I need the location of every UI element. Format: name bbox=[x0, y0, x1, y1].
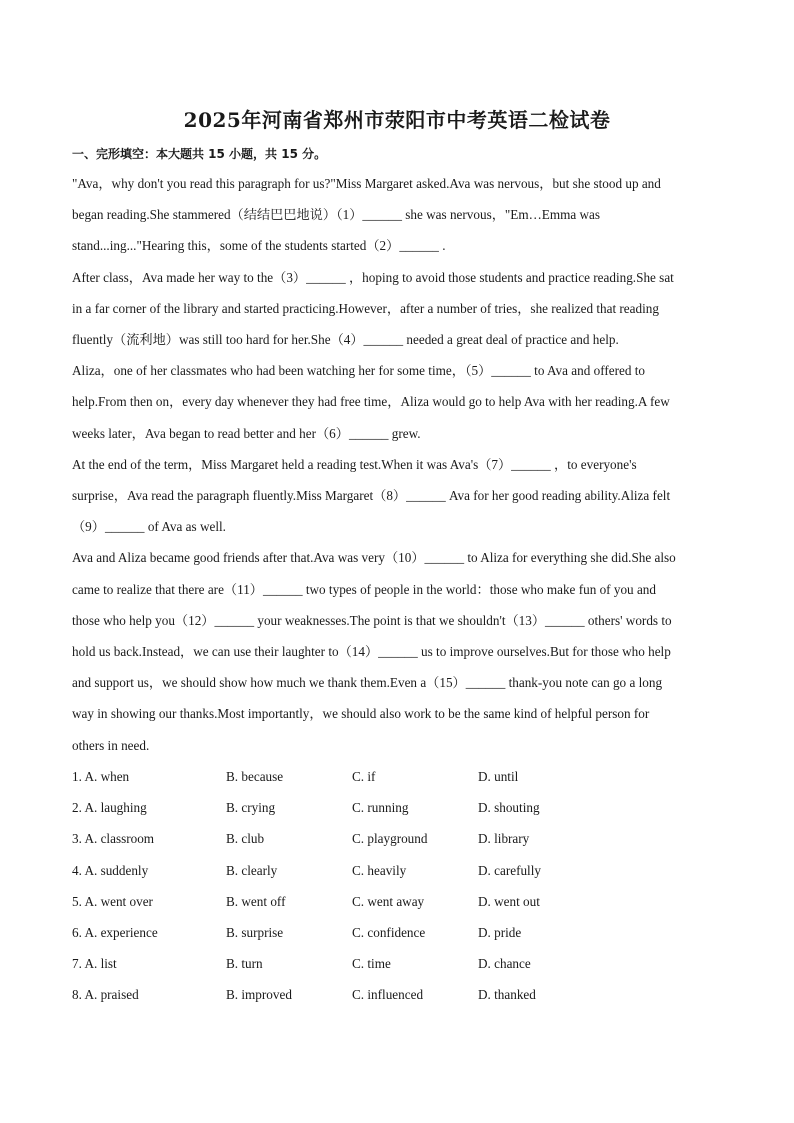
option-b: B. club bbox=[226, 831, 265, 847]
option-d: D. thanked bbox=[478, 987, 536, 1003]
option-d: D. carefully bbox=[478, 862, 541, 878]
option-d: D. until bbox=[478, 769, 519, 784]
option-a: 4. A. suddenly bbox=[72, 862, 149, 878]
option-d: D. pride bbox=[478, 924, 522, 940]
option-a: 1. A. when bbox=[72, 769, 130, 784]
passage-line: After class，Ava made her way to the（3）______ ，hoping to avoid those students and practice reading.She sat bbox=[72, 269, 674, 285]
option-b: B. went off bbox=[226, 893, 286, 909]
option-b: B. clearly bbox=[226, 862, 278, 878]
option-c: C. running bbox=[352, 800, 409, 816]
question-row bbox=[72, 917, 722, 948]
question-row bbox=[72, 855, 722, 886]
passage-line: stand...ing..."Hearing this，some of the students started（2）______ . bbox=[72, 238, 446, 254]
option-a: 5. A. went over bbox=[72, 893, 153, 909]
option-c: C. went away bbox=[352, 893, 425, 909]
question-row bbox=[72, 761, 722, 792]
option-c: C. confidence bbox=[352, 924, 426, 940]
option-b: B. surprise bbox=[226, 924, 284, 940]
option-a: 2. A. laughing bbox=[72, 800, 147, 816]
option-d: D. library bbox=[478, 831, 530, 847]
question-row bbox=[72, 948, 722, 979]
passage-line: came to realize that there are（11）______ two types of people in the world：those who make fun of you and bbox=[72, 581, 656, 597]
cloze-passage bbox=[72, 168, 722, 761]
question-row bbox=[72, 823, 722, 854]
option-b: B. improved bbox=[226, 987, 292, 1003]
option-d: D. shouting bbox=[478, 800, 540, 816]
question-row bbox=[72, 979, 722, 1010]
option-b: B. crying bbox=[226, 800, 276, 816]
option-b: B. turn bbox=[226, 956, 263, 972]
passage-line: weeks later，Ava began to read better and her（6）______ grew. bbox=[72, 425, 421, 441]
passage-line: （9）______ of Ava as well. bbox=[72, 519, 226, 535]
section-header: 一、完形填空：本大题共 15 小题，共 15 分。 bbox=[72, 147, 327, 161]
passage-line: those who help you（12）______ your weaknesses.The point is that we shouldn't（13）______ others' words to bbox=[72, 612, 672, 628]
option-d: D. chance bbox=[478, 956, 531, 972]
passage-line: help.From then on，every day whenever they had free time，Aliza would go to help Ava with her reading.A few bbox=[72, 394, 670, 410]
option-d: D. went out bbox=[478, 893, 540, 909]
passage-line: At the end of the term，Miss Margaret held a reading test.When it was Ava's（7）______ ，to everyone's bbox=[72, 456, 637, 472]
passage-line: in a far corner of the library and started practicing.However，after a number of tries，she realized that reading bbox=[72, 300, 659, 316]
page-title: 2025年河南省郑州市荥阳市中考英语二检试卷 bbox=[183, 108, 611, 132]
passage-line: fluently（流利地）was still too hard for her.She（4）______ needed a great deal of practice and help. bbox=[72, 332, 619, 348]
option-c: C. if bbox=[352, 769, 376, 784]
option-a: 3. A. classroom bbox=[72, 831, 155, 847]
option-c: C. heavily bbox=[352, 862, 407, 878]
option-a: 8. A. praised bbox=[72, 987, 139, 1003]
option-c: C. influenced bbox=[352, 987, 424, 1003]
option-a: 7. A. list bbox=[72, 956, 117, 972]
passage-line: surprise，Ava read the paragraph fluently.Miss Margaret（8）______ Ava for her good reading ability.Aliza felt bbox=[72, 488, 671, 504]
passage-line: Ava and Aliza became good friends after that.Ava was very（10）______ to Aliza for everything she did.She also bbox=[72, 550, 676, 566]
passage-line: way in showing our thanks.Most importantly，we should also work to be the same kind of helpful person for bbox=[72, 706, 650, 722]
question-row bbox=[72, 886, 722, 917]
passage-line: began reading.She stammered（结结巴巴地说）（1）______ she was nervous，"Em…Emma was bbox=[72, 207, 601, 223]
option-c: C. playground bbox=[352, 831, 428, 847]
passage-line: Aliza，one of her classmates who had been watching her for some time，（5）______ to Ava and offered to bbox=[72, 363, 645, 379]
passage-line: and support us，we should show how much we thank them.Even a（15）______ thank-you note can go a long bbox=[72, 675, 663, 691]
passage-line: hold us back.Instead，we can use their laughter to（14）______ us to improve ourselves.But for those who help bbox=[72, 644, 671, 660]
option-a: 6. A. experience bbox=[72, 924, 158, 940]
passage-line: "Ava，why don't you read this paragraph for us?"Miss Margaret asked.Ava was nervous，but she stood up and bbox=[72, 176, 661, 191]
passage-line: others in need. bbox=[72, 737, 150, 753]
answer-options bbox=[72, 761, 722, 1011]
question-row bbox=[72, 792, 722, 823]
option-c: C. time bbox=[352, 956, 391, 972]
option-b: B. because bbox=[226, 769, 284, 784]
